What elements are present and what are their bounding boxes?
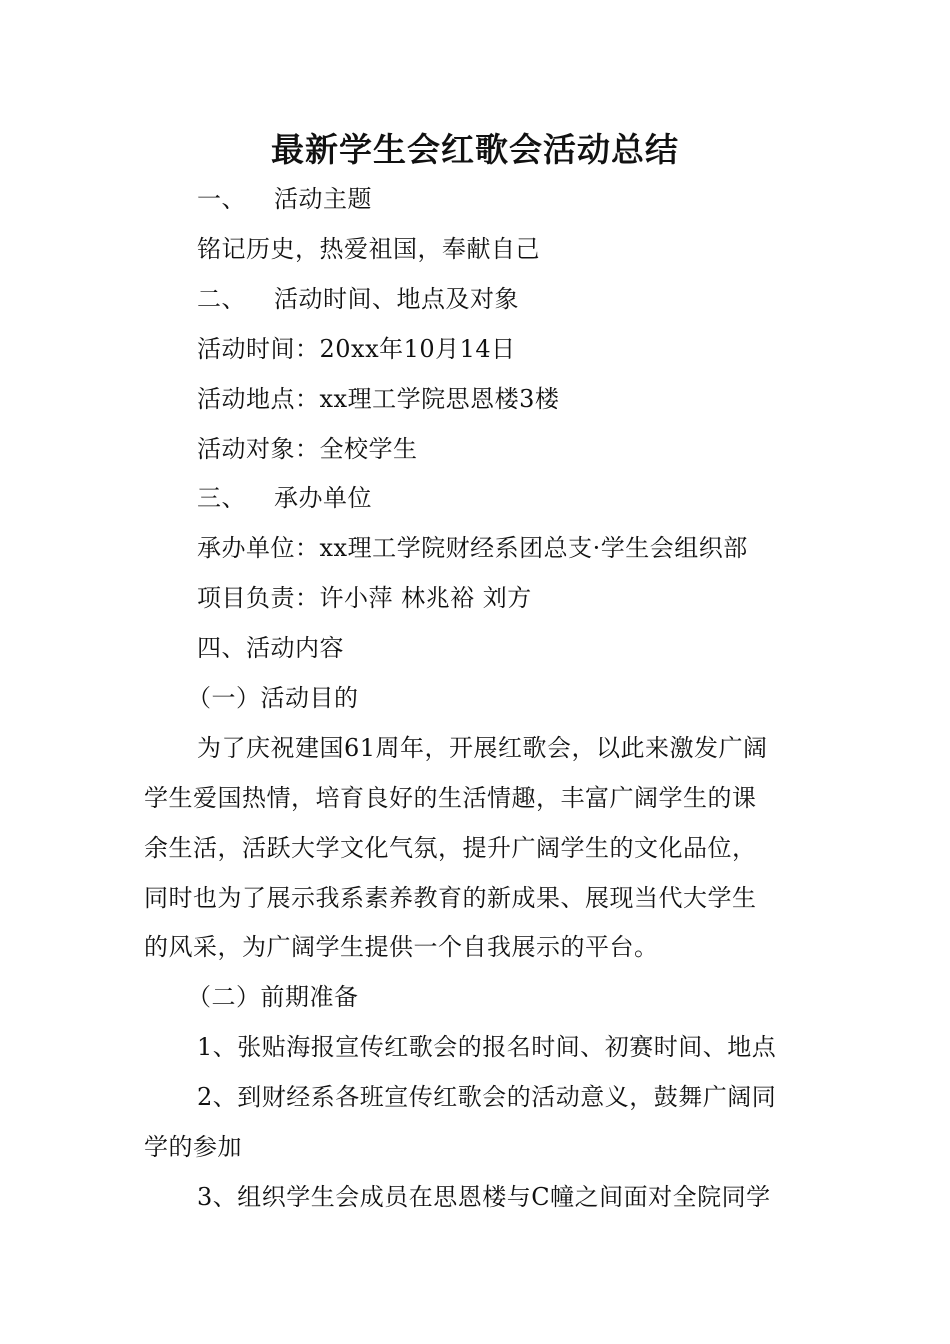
project-leaders: 项目负责：许小萍 林兆裕 刘方: [197, 584, 532, 612]
subsection-1-title: （一）活动目的: [187, 684, 359, 712]
paragraph-line: 为了庆祝建国61周年，开展红歌会，以此来激发广阔: [197, 734, 768, 762]
paragraph-line: 的风采，为广阔学生提供一个自我展示的平台。: [144, 933, 659, 961]
prep-item-1: 1、张贴海报宣传红歌会的报名时间、初赛时间、地点: [197, 1033, 777, 1061]
paragraph-line: 余生活，活跃大学文化气氛，提升广阔学生的文化品位，: [144, 834, 757, 862]
activity-place: 活动地点：xx理工学院思恩楼3楼: [197, 385, 560, 413]
section-3-title: 承办单位: [274, 484, 372, 512]
section-1-text: 铭记历史，热爱祖国，奉献自己: [197, 235, 540, 263]
section-1-number: 一、: [197, 185, 246, 213]
subsection-2-title: （二）前期准备: [187, 983, 359, 1011]
section-4-heading: 四、活动内容: [197, 634, 344, 662]
section-1-title: 活动主题: [274, 185, 372, 213]
prep-item-3: 3、组织学生会成员在思恩楼与C幢之间面对全院同学: [197, 1183, 771, 1211]
document-title: 最新学生会红歌会活动总结: [271, 130, 679, 169]
section-3-number: 三、: [197, 484, 246, 512]
section-1-heading: [197, 181, 372, 217]
paragraph-line: 学生爱国热情，培育良好的生活情趣，丰富广阔学生的课: [144, 784, 757, 812]
section-3-heading: [197, 480, 372, 516]
paragraph-line: 同时也为了展示我系素养教育的新成果、展现当代大学生: [144, 884, 757, 912]
activity-time: 活动时间：20xx年10月14日: [197, 335, 516, 363]
prep-item-2-cont: 学的参加: [144, 1133, 242, 1161]
section-2-number: 二、: [197, 285, 246, 313]
prep-item-2: 2、到财经系各班宣传红歌会的活动意义，鼓舞广阔同: [197, 1083, 777, 1111]
organizer: 承办单位：xx理工学院财经系团总支·学生会组织部: [197, 534, 748, 562]
activity-target: 活动对象：全校学生: [197, 435, 418, 463]
section-2-heading: [197, 281, 519, 317]
section-2-title: 活动时间、地点及对象: [274, 285, 519, 313]
